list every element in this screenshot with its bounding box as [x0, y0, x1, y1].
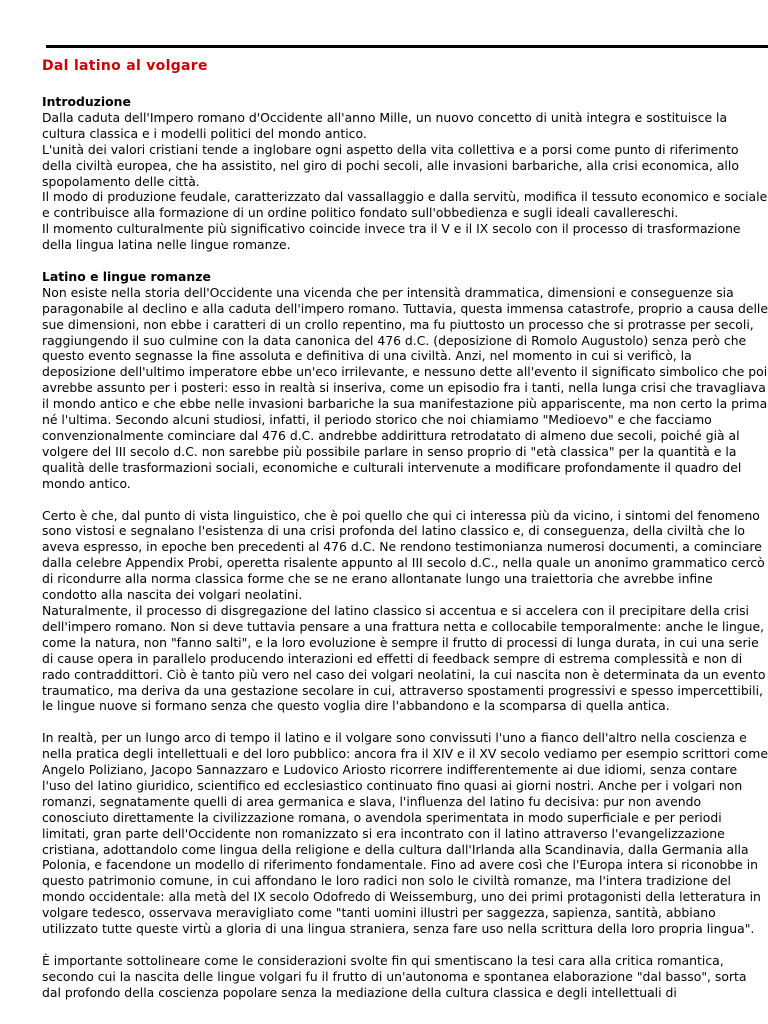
paragraph: Certo è che, dal punto di vista linguistico, che è poi quello che qui ci interessa più da vicino, i sintomi del fenomeno sono vistosi e segnalano l'esistenza di una crisi profonda del latino classico e, di conseguenza, della civiltà che lo aveva espresso, in epoche ben precedenti al 476 d.C. Ne rendono testimonianza numerosi documenti, a cominciare dalla celebre Appendix Probi, operetta risalente appunto al III secolo d.C., nella quale un anonimo grammatico cercò di ricondurre alla norma classica forme che se ne erano allontanate lungo una traiettoria che avrebbe infine condotto alla nascita dei volgari neolatini.: [42, 507, 765, 603]
paragraph: Il modo di produzione feudale, caratterizzato dal vassallaggio e dalla servitù, modifica il tessuto economico e sociale e contribuisce alla formazione di un ordine politico fondato sull'obbedienza e sugli ideali cavallereschi.: [42, 189, 768, 221]
paragraph: In realtà, per un lungo arco di tempo il latino e il volgare sono convissuti l'uno a fianco dell'altro nella coscienza e nella pratica degli intellettuali e del loro pubblico: ancora fra il XIV e il XV secolo vediamo per esempio scrittori come Angelo Poliziano, Jacopo Sannazzaro e Ludovico Ariosto ricorrere indifferentemente ai due idiomi, senza contare l'uso del latino giuridico, scientifico ed ecclesiastico continuato fino quasi ai giorni nostri. Anche per i volgari non romanzi, segnatamente quelli di area germanica e slava, l'influenza del latino fu decisiva: pur non avendo conosciuto direttamente la civilizzazione romana, o avendola sperimentata in modo superficiale e per periodi limitati, gran parte dell'Occidente non romanizzato si era incontrato con il latino attraverso l'evangelizzazione cristiana, adottandolo come lingua della religione e della cultura dall'Irlanda alla Scandinavia, dalla Germania alla Polonia, e facendone un modello di riferimento fondamentale. Fino ad avere così che l'Europa intera si riconobbe in questo patrimonio comune, in cui affondano le loro radici non solo le civiltà romanze, ma l'intera tradizione del mondo occidentale: alla metà del IX secolo Odofredo di Weissemburg, uno dei primi protagonisti della letteratura in volgare tedesco, osservava meravigliato come "tanti uomini illustri per saggezza, sapienza, santità, abbiano utilizzato tutte queste virtù a gloria di una lingua straniera, senza fare uso nella scrittura della loro propria lingua".: [42, 730, 768, 937]
section-heading: Latino e lingue romanze: [42, 268, 211, 284]
paragraph: L'unità dei valori cristiani tende a inglobare ogni aspetto della vita collettiva e a porsi come punto di riferimento della civiltà europea, che ha assistito, nel giro di pochi secoli, alle invasioni barbariche, alla crisi economica, allo spopolamento delle città.: [42, 141, 739, 189]
page-title: Dal latino al volgare: [42, 58, 208, 74]
spacer: [42, 937, 768, 953]
spacer: [42, 714, 768, 730]
spacer: [42, 253, 768, 269]
article: [42, 57, 768, 1001]
spacer: [42, 492, 768, 508]
section-heading: Introduzione: [42, 94, 131, 109]
paragraph: Naturalmente, il processo di disgregazione del latino classico si accentua e si accelera con il precipitare della crisi dell'impero romano. Non si deve tuttavia pensare a una frattura netta e collocabile temporalmente: anche le lingue, come la natura, non "fanno salti", e la loro evoluzione è sempre il frutto di processi di lunga durata, in cui una serie di cause opera in parallelo producendo interazioni ed effetti di feedback sempre di estrema complessità e non di rado contraddittori. Ciò è tanto più vero nel caso dei volgari neolatini, la cui nascita non è determinata da un evento traumatico, ma deriva da una gestazione secolare in cui, attraverso spostamenti progressivi e spesso impercettibili, le lingue nuove si formano senza che questo voglia dire l'abbandono e la scomparsa di quella antica.: [42, 602, 766, 714]
paragraph: Non esiste nella storia dell'Occidente una vicenda che per intensità drammatica, dimensioni e conseguenze sia paragonabile al declino e alla caduta dell'impero romano. Tuttavia, questa immensa catastrofe, proprio a causa delle sue dimensioni, non ebbe i caratteri di un crollo repentino, ma fu piuttosto un processo che si protrasse per secoli, raggiungendo il suo culmine con la data canonica del 476 d.C. (deposizione di Romolo Augustolo) senza però che questo evento segnasse la fine assoluta e definitiva di una civiltà. Anzi, nel momento in cui si verificò, la deposizione dell'ultimo imperatore ebbe un'eco irrilevante, e nessuno dette all'evento il significato simbolico che poi avrebbe assunto per i posteri: esso in realtà si inseriva, come un episodio fra i tanti, nella lunga crisi che travagliava il mondo antico e che ebbe nelle invasioni barbariche la sua manifestazione più appariscente, ma non certo la prima né l'ultima. Secondo alcuni studiosi, infatti, il periodo storico che noi chiamiamo "Medioevo" e che facciamo convenzionalmente cominciare dal 476 d.C. andrebbe addirittura retrodatato di almeno due secoli, poiché già al volgere del III secolo d.C. non sarebbe più possibile parlare in senso proprio di "età classica" per la quantità e la qualità delle trasformazioni sociali, economiche e culturali intervenute a modificare profondamente il quadro del mondo antico.: [42, 284, 768, 491]
paragraph: Il momento culturalmente più significativo coincide invece tra il V e il IX secolo con il processo di trasformazione della lingua latina nelle lingue romanze.: [42, 221, 741, 253]
section-introduzione: [42, 94, 768, 253]
section-latino-lingue-romanze: [42, 269, 768, 1001]
paragraph: È importante sottolineare come le considerazioni svolte fin qui smentiscano la tesi cara alla critica romantica, secondo cui la nascita delle lingue volgari fu il frutto di un'autonoma e spontanea elaborazione "dal basso", sorta dal profondo della coscienza popolare senza la mediazione della cultura classica e degli intellettuali di: [42, 952, 747, 1000]
paragraph: Dalla caduta dell'Impero romano d'Occidente all'anno Mille, un nuovo concetto di unità integra e sostituisce la cultura classica e i modelli politici del mondo antico.: [42, 109, 728, 141]
top-rule: [46, 45, 768, 48]
